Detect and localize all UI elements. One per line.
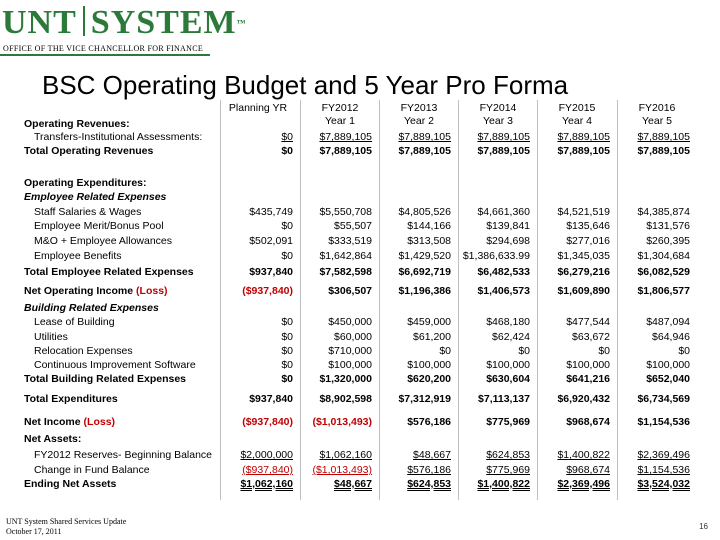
table-cell: $5,550,708	[319, 206, 372, 218]
row-label-text: Employee Merit/Bonus Pool	[34, 220, 164, 232]
column-header: Year 3	[483, 115, 513, 127]
row-label	[24, 373, 186, 386]
row-label-text: Ending Net Assets	[24, 478, 117, 490]
row-label	[24, 145, 153, 158]
table-cell: $1,304,684	[637, 250, 690, 262]
row-label	[34, 464, 150, 477]
column-header: FY2015	[558, 102, 596, 114]
table-cell: $0	[281, 359, 293, 371]
row-label-text: Net Operating Income	[24, 285, 134, 297]
table-cell: $4,385,874	[637, 206, 690, 218]
logo-right-text: SYSTEM	[90, 4, 237, 41]
table-cell: $502,091	[249, 235, 293, 247]
table-cell: $1,642,864	[319, 250, 372, 262]
table-cell: ($1,013,493)	[312, 416, 372, 428]
table-cell: $0	[678, 345, 690, 357]
row-label-text: Total Expenditures	[24, 393, 118, 405]
column-header: FY2013	[400, 102, 438, 114]
table-cell: $775,969	[486, 464, 530, 476]
row-label	[24, 285, 168, 298]
grid-line	[300, 100, 301, 500]
row-label	[24, 191, 166, 204]
table-cell: $60,000	[334, 331, 372, 343]
table-cell: $1,320,000	[319, 373, 372, 385]
row-label	[34, 131, 202, 144]
table-cell: $0	[281, 373, 293, 385]
row-label-text: Transfers-Institutional Assessments:	[34, 131, 203, 143]
table-cell: $1,154,536	[637, 464, 690, 476]
logo-trademark: ™	[236, 18, 247, 28]
table-cell: $4,521,519	[557, 206, 610, 218]
footer-line-1: UNT System Shared Services Update	[6, 517, 127, 526]
table-cell: $968,674	[566, 416, 610, 428]
row-label-text: Operating Revenues:	[24, 118, 130, 130]
table-cell: $1,400,822	[477, 478, 530, 490]
table-cell: $477,544	[566, 316, 610, 328]
row-label	[34, 449, 212, 462]
table-cell: $6,734,569	[637, 393, 690, 405]
table-cell: $624,853	[407, 478, 451, 490]
table-cell: $6,082,529	[637, 266, 690, 278]
row-label	[24, 478, 116, 491]
table-cell: $100,000	[566, 359, 610, 371]
table-cell: $6,920,432	[557, 393, 610, 405]
table-cell: $630,604	[486, 373, 530, 385]
table-cell: $8,902,598	[319, 393, 372, 405]
grid-line	[379, 100, 380, 500]
table-cell: $2,369,496	[637, 449, 690, 461]
row-label	[34, 220, 164, 233]
table-cell: $1,406,573	[477, 285, 530, 297]
row-label-text: Utilities	[34, 331, 68, 343]
table-cell: $7,889,105	[477, 145, 530, 157]
table-cell: $4,661,360	[477, 206, 530, 218]
row-label	[34, 235, 172, 248]
table-cell: $0	[281, 131, 293, 143]
table-cell: $277,016	[566, 235, 610, 247]
table-cell: $459,000	[407, 316, 451, 328]
row-label-text: Net Assets:	[24, 433, 82, 445]
table-cell: $1,062,160	[240, 478, 293, 490]
row-label-loss-text: (Loss)	[136, 285, 168, 297]
row-label-text: Building Related Expenses	[24, 302, 159, 314]
table-cell: $313,508	[407, 235, 451, 247]
table-cell: $139,841	[486, 220, 530, 232]
column-header: Year 4	[562, 115, 592, 127]
table-cell: $294,698	[486, 235, 530, 247]
row-label-text: Total Employee Related Expenses	[24, 266, 194, 278]
column-header: FY2012	[321, 102, 359, 114]
table-cell: $135,646	[566, 220, 610, 232]
table-cell: $61,200	[413, 331, 451, 343]
row-label	[24, 433, 81, 446]
table-cell: $7,889,105	[557, 131, 610, 143]
footer-text	[6, 517, 126, 537]
table-cell: $0	[518, 345, 530, 357]
row-label-text: FY2012 Reserves- Beginning Balance	[34, 449, 213, 461]
office-subtitle: OFFICE OF THE VICE CHANCELLOR FOR FINANCE	[3, 44, 204, 53]
table-cell: $7,889,105	[398, 131, 451, 143]
table-cell: $100,000	[407, 359, 451, 371]
column-header: FY2016	[638, 102, 676, 114]
table-cell: $1,062,160	[319, 449, 372, 461]
row-label-text: Net Income	[24, 416, 81, 428]
table-cell: $0	[281, 345, 293, 357]
table-cell: $1,345,035	[557, 250, 610, 262]
column-header: Year 5	[642, 115, 672, 127]
logo-left-text: UNT	[2, 4, 77, 41]
table-cell: $0	[439, 345, 451, 357]
table-cell: $641,216	[566, 373, 610, 385]
row-label	[34, 316, 115, 329]
table-cell: $333,519	[328, 235, 372, 247]
table-cell: $7,889,105	[637, 145, 690, 157]
table-cell: $6,279,216	[557, 266, 610, 278]
row-label-text: Change in Fund Balance	[34, 464, 150, 476]
table-cell: $144,166	[407, 220, 451, 232]
table-cell: $64,946	[652, 331, 690, 343]
table-cell: $63,672	[572, 331, 610, 343]
table-cell: $1,386,633.99	[462, 250, 530, 262]
table-cell: $6,692,719	[398, 266, 451, 278]
table-cell: $7,889,105	[319, 131, 372, 143]
row-label	[24, 118, 130, 131]
column-header: FY2014	[479, 102, 517, 114]
table-cell: $3,524,032	[637, 478, 690, 490]
table-cell: $1,429,520	[398, 250, 451, 262]
table-cell: $4,805,526	[398, 206, 451, 218]
table-cell: $48,667	[413, 449, 451, 461]
table-cell: $775,969	[486, 416, 530, 428]
table-cell: $576,186	[407, 464, 451, 476]
column-header: Year 2	[404, 115, 434, 127]
table-cell: $260,395	[646, 235, 690, 247]
row-label-text: Continuous Improvement Software	[34, 359, 196, 371]
footer-line-2: October 17, 2011	[6, 527, 62, 536]
table-cell: $100,000	[646, 359, 690, 371]
table-cell: $100,000	[328, 359, 372, 371]
row-label-text: Lease of Building	[34, 316, 115, 328]
grid-line	[220, 100, 221, 500]
row-label	[24, 416, 115, 429]
table-cell: $0	[598, 345, 610, 357]
row-label	[34, 250, 122, 263]
table-cell: $7,889,105	[557, 145, 610, 157]
table-cell: $7,113,137	[478, 393, 530, 405]
row-label	[34, 345, 133, 358]
table-cell: $7,889,105	[477, 131, 530, 143]
table-cell: $7,582,598	[319, 266, 372, 278]
column-header: Planning YR	[228, 102, 288, 114]
table-cell: $100,000	[486, 359, 530, 371]
table-cell: $710,000	[328, 345, 372, 357]
table-cell: $131,576	[646, 220, 690, 232]
row-label	[34, 359, 196, 372]
row-label-text: Employee Related Expenses	[24, 191, 167, 203]
table-cell: $968,674	[566, 464, 610, 476]
row-label-text: Operating Expenditures:	[24, 177, 147, 189]
table-cell: $6,482,533	[477, 266, 530, 278]
row-label-text: M&O + Employee Allowances	[34, 235, 173, 247]
table-cell: ($937,840)	[242, 464, 293, 476]
table-cell: $937,840	[249, 393, 293, 405]
grid-line	[458, 100, 459, 500]
row-label-loss-text: (Loss)	[83, 416, 116, 428]
table-cell: $1,806,577	[637, 285, 690, 297]
table-cell: $55,507	[334, 220, 372, 232]
table-cell: $937,840	[249, 266, 293, 278]
row-label-text: Relocation Expenses	[34, 345, 133, 357]
table-cell: $1,400,822	[557, 449, 610, 461]
table-cell: $7,889,105	[637, 131, 690, 143]
table-cell: $62,424	[492, 331, 530, 343]
row-label	[34, 206, 141, 219]
table-cell: $487,094	[646, 316, 690, 328]
table-cell: $7,889,105	[319, 145, 372, 157]
table-cell: $2,369,496	[557, 478, 610, 490]
table-cell: $0	[281, 331, 293, 343]
table-cell: $468,180	[486, 316, 530, 328]
row-label-text: Staff Salaries & Wages	[34, 206, 142, 218]
column-header: Year 1	[325, 115, 355, 127]
table-cell: $0	[281, 316, 293, 328]
row-label-text: Employee Benefits	[34, 250, 122, 262]
table-cell: ($1,013,493)	[312, 464, 372, 476]
table-cell: $0	[281, 220, 293, 232]
table-cell: ($937,840)	[242, 285, 293, 297]
row-label-text: Total Building Related Expenses	[24, 373, 187, 385]
table-cell: $450,000	[328, 316, 372, 328]
table-cell: $1,196,386	[398, 285, 451, 297]
row-label	[24, 177, 147, 190]
row-label	[34, 331, 68, 344]
table-cell: $0	[281, 145, 293, 157]
table-cell: $7,312,919	[398, 393, 451, 405]
table-cell: $652,040	[646, 373, 690, 385]
table-cell: $624,853	[486, 449, 530, 461]
grid-line	[537, 100, 538, 500]
table-cell: $2,000,000	[240, 449, 293, 461]
row-label	[24, 302, 159, 315]
table-cell: $7,889,105	[398, 145, 451, 157]
table-cell: $435,749	[249, 206, 293, 218]
table-cell: $0	[281, 250, 293, 262]
page-number: 16	[699, 522, 708, 531]
table-cell: $48,667	[334, 478, 372, 490]
table-cell: $576,186	[407, 416, 451, 428]
slide-title: BSC Operating Budget and 5 Year Pro Forma	[42, 70, 569, 100]
table-cell: $1,154,536	[637, 416, 690, 428]
table-cell: $1,609,890	[557, 285, 610, 297]
row-label	[24, 393, 118, 406]
row-label	[24, 266, 194, 279]
grid-line	[617, 100, 618, 500]
table-cell: $620,200	[407, 373, 451, 385]
table-cell: ($937,840)	[242, 416, 293, 428]
row-label-text: Total Operating Revenues	[24, 145, 154, 157]
table-cell: $306,507	[328, 285, 372, 297]
